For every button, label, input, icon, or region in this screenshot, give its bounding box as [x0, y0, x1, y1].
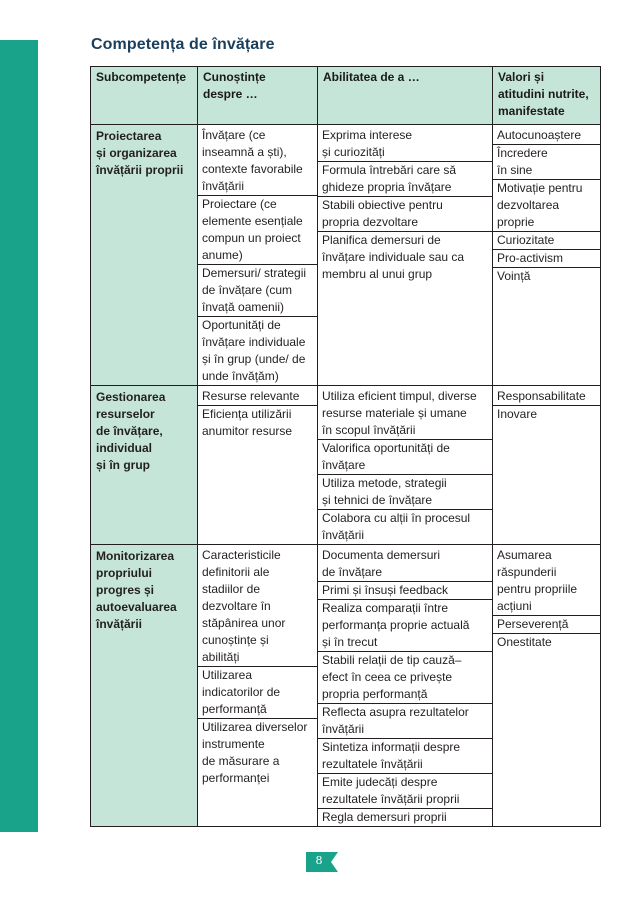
knowledge-cell — [198, 386, 318, 545]
ability-item: Sintetiza informații despre rezultatele învățării — [318, 739, 492, 774]
ability-item: Documenta demersuri de învățare — [318, 545, 492, 582]
knowledge-item: Utilizarea indicatorilor de performanță — [198, 667, 317, 719]
ability-item: Colabora cu alții în procesul învățării — [322, 511, 471, 542]
header-label: Abilitatea de a … — [323, 70, 420, 84]
value-item: Voință — [497, 269, 531, 283]
ability-item: Stabili obiective pentru propria dezvoltare — [318, 197, 492, 232]
ability-item: Utiliza metode, strategii și tehnici de învățare — [318, 475, 492, 510]
value-item: Asumarea răspunderii pentru propriile acțiuni — [493, 545, 600, 616]
abilities-cell — [318, 545, 493, 827]
abilities-list — [318, 125, 492, 283]
page-number: 8 — [315, 854, 323, 867]
knowledge-list — [198, 125, 317, 385]
ability-item: Exprima interese și curiozități — [318, 125, 492, 162]
values-cell — [493, 125, 601, 386]
knowledge-list — [198, 386, 317, 440]
abilities-cell — [318, 125, 493, 386]
subcompetence-cell: Gestionarea resurselor de învățare, individual și în grup — [91, 386, 198, 545]
ability-item: Formula întrebări care să ghideze propria învățare — [318, 162, 492, 197]
abilities-cell — [318, 386, 493, 545]
value-item: Onestitate — [497, 635, 552, 649]
ability-item: Reflecta asupra rezultatelor învățării — [318, 704, 492, 739]
value-item: Inovare — [497, 407, 538, 421]
values-cell — [493, 386, 601, 545]
table-row — [91, 545, 601, 827]
ability-item: Planifica demersuri de învățare individuale sau ca membru al unui grup — [322, 233, 465, 281]
values-list — [493, 125, 600, 285]
values-list — [493, 545, 600, 651]
competence-table — [90, 66, 601, 827]
knowledge-item: Învățare (ce inseamnă a ști), contexte favorabile învățării — [198, 125, 317, 196]
green-sidebar-stripe — [0, 40, 38, 832]
ability-item: Primi și însuși feedback — [318, 582, 492, 600]
table-header-row — [91, 67, 601, 125]
values-list — [493, 386, 600, 423]
value-item: Încredere în sine — [493, 145, 600, 180]
ability-item: Valorifica oportunități de învățare — [318, 440, 492, 475]
values-cell — [493, 545, 601, 827]
ability-item: Stabili relații de tip cauză– efect în ceea ce privește propria performanță — [318, 652, 492, 704]
ability-item: Utiliza eficient timpul, diverse resurse materiale și umane în scopul învățării — [318, 386, 492, 440]
ability-item: Regla demersuri proprii — [322, 810, 447, 824]
knowledge-item: Oportunități de învățare individuale și în grup (unde/ de unde învățăm) — [202, 318, 306, 383]
page-title: Competența de învățare — [91, 36, 275, 53]
abilities-list — [318, 545, 492, 826]
knowledge-item: Eficiența utilizării anumitor resurse — [202, 407, 293, 438]
abilities-list — [318, 386, 492, 544]
knowledge-item: Utilizarea diverselor instrumente de măsurare a performanței — [202, 720, 308, 785]
table-row — [91, 125, 601, 386]
ability-item: Realiza comparații între performanța proprie actuală și în trecut — [318, 600, 492, 652]
header-values — [493, 67, 601, 125]
value-item: Motivație pentru dezvoltarea proprie — [493, 180, 600, 232]
subcompetence-cell: Proiectarea și organizarea învățării proprii — [91, 125, 198, 386]
knowledge-cell — [198, 545, 318, 827]
knowledge-item: Demersuri/ strategii de învățare (cum învață oamenii) — [198, 265, 317, 317]
value-item: Responsabilitate — [493, 386, 600, 406]
value-item: Perseverență — [493, 616, 600, 634]
header-knowledge — [198, 67, 318, 125]
knowledge-list — [198, 545, 317, 787]
header-label: Subcompetențe — [96, 70, 187, 84]
knowledge-cell — [198, 125, 318, 386]
knowledge-item: Caracteristicile definitorii ale stadiilor de dezvoltare în stăpânirea unor cunoștințe și abilități — [198, 545, 317, 667]
header-subcompetences — [91, 67, 198, 125]
value-item: Autocunoaștere — [493, 125, 600, 145]
knowledge-item: Proiectare (ce elemente esențiale compun un proiect anume) — [198, 196, 317, 265]
page-number-badge — [306, 852, 338, 872]
header-label: Valori și atitudini nutrite, manifestate — [498, 70, 589, 118]
table-row — [91, 386, 601, 545]
ability-item: Emite judecăți despre rezultatele învățării proprii — [318, 774, 492, 809]
header-label: Cunoștințe despre … — [203, 70, 266, 101]
header-abilities — [318, 67, 493, 125]
value-item: Curiozitate — [493, 232, 600, 250]
knowledge-item: Resurse relevante — [198, 386, 317, 406]
value-item: Pro-activism — [493, 250, 600, 268]
subcompetence-cell: Monitorizarea propriului progres și autoevaluarea învățării — [91, 545, 198, 827]
